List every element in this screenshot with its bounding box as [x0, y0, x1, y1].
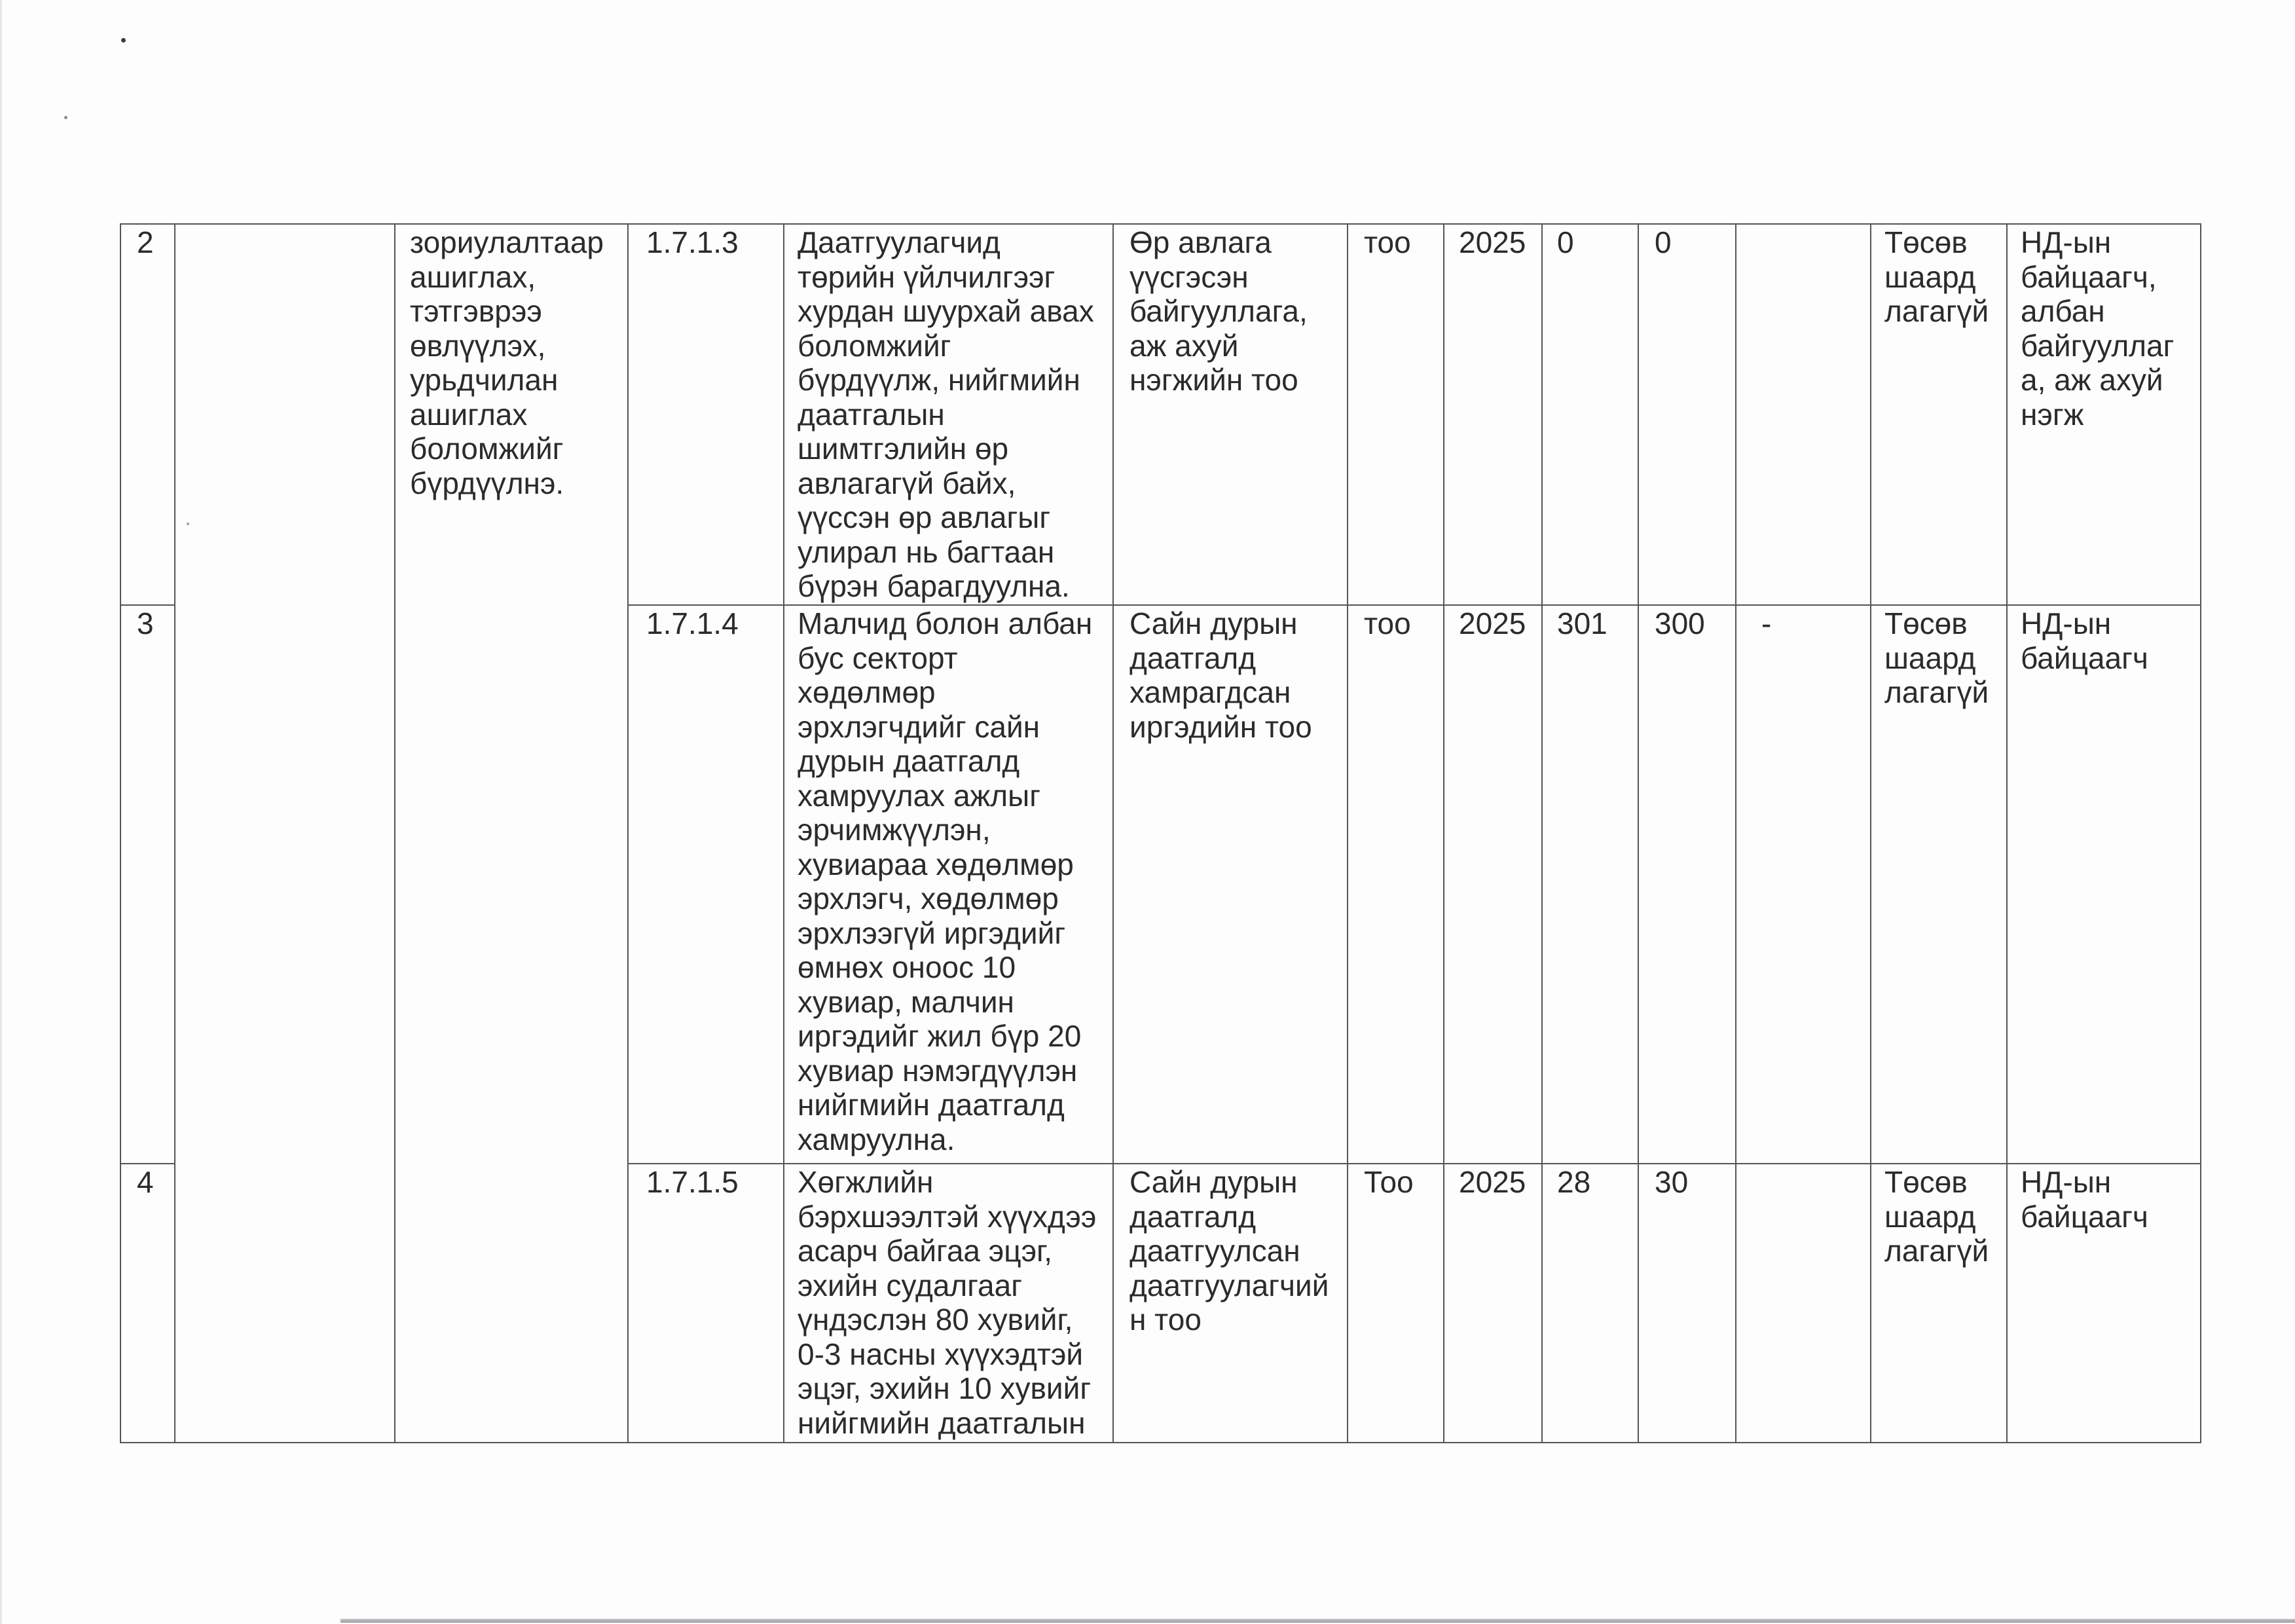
activity-code: 1.7.1.5: [627, 1163, 784, 1443]
baseline: 0: [1541, 223, 1639, 606]
activity-description: Малчид болон албан бус секторт хөдөлмөр эрхлэгчдийг сайн дурын даатгалд хамруулах ажлыг эрчимжүүлэн, хувиараа хөдөлмөр эрхлэгч, хөдөлмөр эрхлээгүй иргэдийг өмнөх оноос 10 хувиар, малчин иргэдийг жил бүр 20 хувиар нэмэгдүүлэн нийгмийн даатгалд хамруулна.: [783, 604, 1114, 1164]
row-number: 4: [120, 1163, 175, 1443]
target: 0: [1638, 223, 1736, 606]
responsible: НД-ын байцаагч, албан байгууллаг а, аж ахуй нэгж: [2006, 223, 2201, 606]
merged-cell-col1: [174, 223, 395, 1443]
indicator: Сайн дурын даатгалд хамрагдсан иргэдийн тоо: [1112, 604, 1348, 1164]
responsible: НД-ын байцаагч: [2006, 1163, 2201, 1443]
scan-speck: [64, 116, 67, 119]
scan-speck: [121, 38, 126, 43]
baseline: 301: [1541, 604, 1639, 1164]
unit: тоо: [1347, 223, 1444, 606]
indicator: Өр авлага үүсгэсэн байгууллага, аж ахуй нэгжийн тоо: [1112, 223, 1348, 606]
row-number: 3: [120, 604, 175, 1164]
indicator: Сайн дурын даатгалд даатгуулсан даатгуулагчий н тоо: [1112, 1163, 1348, 1443]
extra: [1735, 223, 1871, 606]
year: 2025: [1443, 1163, 1543, 1443]
merged-cell-goal: зориулалтаар ашиглах, тэтгэврээ өвлүүлэх, урьдчилан ашиглах боломжийг бүрдүүлнэ.: [394, 223, 629, 1443]
extra: [1735, 1163, 1871, 1443]
target: 30: [1638, 1163, 1736, 1443]
responsible: НД-ын байцаагч: [2006, 604, 2201, 1164]
activity-description: Даатгуулагчид төрийн үйлчилгээг хурдан шуурхай авах боломжийг бүрдүүлж, нийгмийн даатгалын шимтгэлийн өр авлагагүй байх, үүссэн өр авлагыг улирал нь багтаан бүрэн барагдуулна.: [783, 223, 1114, 606]
activity-code: 1.7.1.3: [627, 223, 784, 606]
budget: Төсөв шаард лагагүй: [1870, 223, 2008, 606]
unit: Тоо: [1347, 1163, 1444, 1443]
scan-left-edge: [0, 0, 2, 1624]
target: 300: [1638, 604, 1736, 1164]
year: 2025: [1443, 604, 1543, 1164]
budget: Төсөв шаард лагагүй: [1870, 604, 2008, 1164]
year: 2025: [1443, 223, 1543, 606]
extra: -: [1735, 604, 1871, 1164]
activity-description: Хөгжлийн бэрхшээлтэй хүүхдээ асарч байгаа эцэг, эхийн судалгааг үндэслэн 80 хувийг, 0-3 насны хүүхэдтэй эцэг, эхийн 10 хувийг нийгмийн даатгалын: [783, 1163, 1114, 1443]
scan-bottom-edge: [340, 1619, 2295, 1623]
unit: тоо: [1347, 604, 1444, 1164]
activity-code: 1.7.1.4: [627, 604, 784, 1164]
baseline: 28: [1541, 1163, 1639, 1443]
budget: Төсөв шаард лагагүй: [1870, 1163, 2008, 1443]
row-number: 2: [120, 223, 175, 606]
